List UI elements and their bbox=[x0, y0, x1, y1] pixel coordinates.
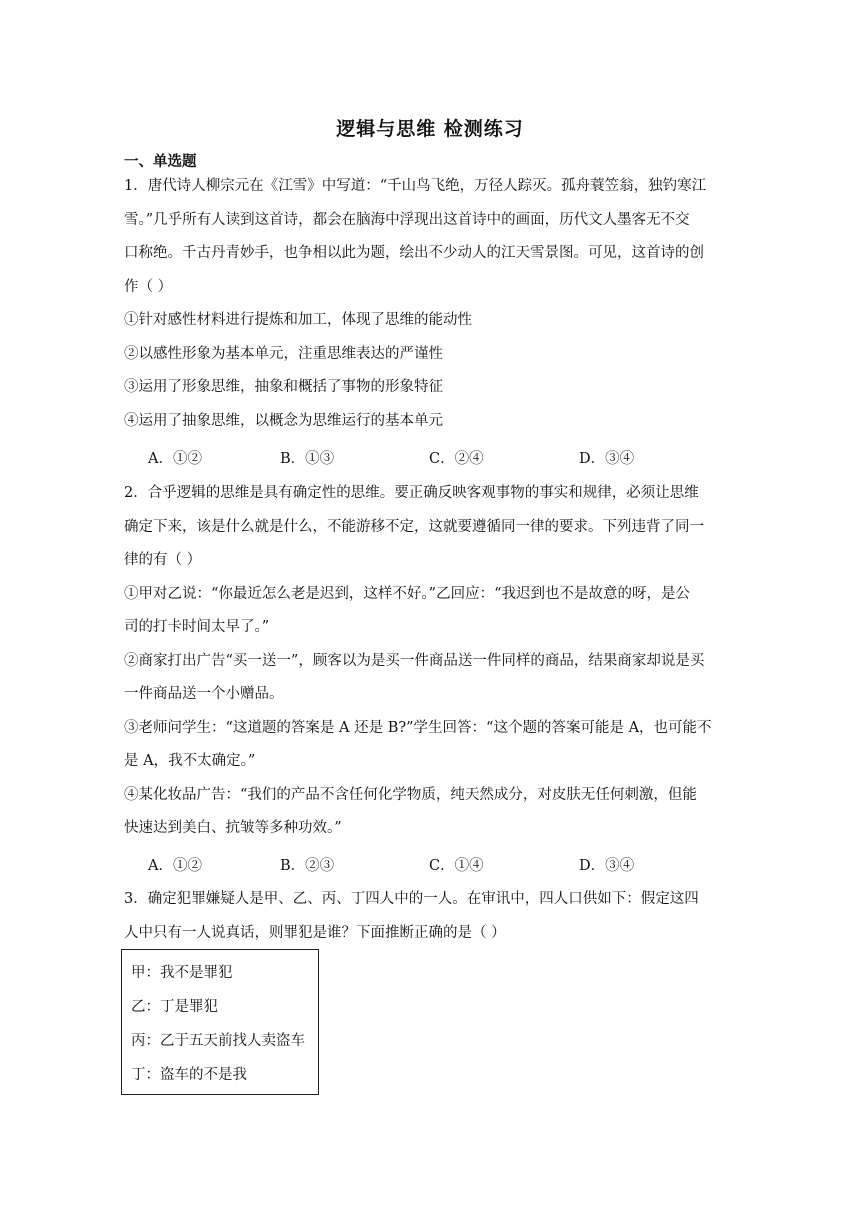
question-2-line: 律的有（ ） bbox=[124, 552, 202, 568]
question-1-statement: ③运用了形象思维，抽象和概括了事物的形象特征 bbox=[124, 379, 443, 395]
question-2-statement: 一件商品送一个小赠品。 bbox=[124, 686, 284, 702]
question-2-statement: ①甲对乙说：“你最近怎么老是迟到，这样不好。”乙回应：“我迟到也不是故意的呀，是公 bbox=[124, 585, 690, 602]
question-1-line: 1．唐代诗人柳宗元在《江雪》中写道：“千山鸟飞绝，万径人踪灭。孤舟蓑笠翁，独钓寒江 bbox=[124, 178, 707, 194]
option-d[interactable]: D．③④ bbox=[579, 451, 635, 467]
question-2-statement: 快速达到美白、抗皱等多种功效。” bbox=[124, 820, 342, 836]
option-d[interactable]: D．③④ bbox=[579, 858, 635, 874]
document-title: 逻辑与思维 检测练习 bbox=[336, 118, 524, 140]
testimony-box bbox=[121, 949, 319, 1095]
question-2 bbox=[124, 477, 736, 846]
question-2-statement: 司的打卡时间太早了。” bbox=[124, 619, 270, 635]
option-a[interactable]: A．①② bbox=[148, 858, 202, 874]
option-b[interactable]: B．①③ bbox=[280, 451, 335, 467]
question-2-statement: ②商家打出广告“买一送一”，顾客以为是买一件商品送一件同样的商品，结果商家却说是买 bbox=[124, 652, 705, 669]
question-1-statement: ②以感性形象为基本单元，注重思维表达的严谨性 bbox=[124, 345, 443, 362]
question-1-line: 作（ ） bbox=[124, 278, 173, 295]
question-3 bbox=[124, 883, 736, 950]
question-3-line: 3．确定犯罪嫌疑人是甲、乙、丙、丁四人中的一人。在审讯中，四人口供如下：假定这四 bbox=[124, 891, 699, 907]
question-1-line: 口称绝。千古丹青妙手，也争相以此为题，绘出不少动人的江天雪景图。可见，这首诗的创 bbox=[124, 245, 704, 261]
section-heading: 一、单选题 bbox=[124, 154, 197, 170]
option-c[interactable]: C．②④ bbox=[429, 451, 484, 467]
question-1-line: 雪。”几乎所有人读到这首诗，都会在脑海中浮现出这首诗中的画面，历代文人墨客无不交 bbox=[124, 211, 690, 228]
question-2-statement: ③老师问学生：“这道题的答案是 A 还是 B?”学生回答：“这个题的答案可能是 A，也可能不 bbox=[124, 719, 712, 736]
testimony-yi: 乙：丁是罪犯 bbox=[131, 999, 218, 1015]
testimony-jia: 甲：我不是罪犯 bbox=[131, 965, 233, 981]
question-3-line: 人中只有一人说真话，则罪犯是谁？下面推断正确的是（ ） bbox=[124, 924, 506, 941]
testimony-ding: 丁：盗车的不是我 bbox=[131, 1067, 247, 1083]
question-2-statement: ④某化妆品广告：“我们的产品不含任何化学物质，纯天然成分，对皮肤无任何刺激，但能 bbox=[124, 786, 697, 803]
option-c[interactable]: C．①④ bbox=[429, 858, 484, 874]
question-2-line: 确定下来，该是什么就是什么，不能游移不定，这就要遵循同一律的要求。下列违背了同一 bbox=[124, 518, 704, 535]
question-1-statement: ④运用了抽象思维，以概念为思维运行的基本单元 bbox=[124, 412, 443, 429]
option-a[interactable]: A．①② bbox=[148, 451, 202, 467]
question-2-statement: 是 A，我不太确定。” bbox=[124, 753, 256, 769]
question-2-line: 2．合乎逻辑的思维是具有确定性的思维。要正确反映客观事物的事实和规律，必须让思维 bbox=[124, 485, 699, 501]
testimony-bing: 丙：乙于五天前找人卖盗车 bbox=[131, 1033, 305, 1049]
question-1-statement: ①针对感性材料进行提炼和加工，体现了思维的能动性 bbox=[124, 312, 472, 328]
question-1 bbox=[124, 170, 736, 438]
option-b[interactable]: B．②③ bbox=[280, 858, 335, 874]
